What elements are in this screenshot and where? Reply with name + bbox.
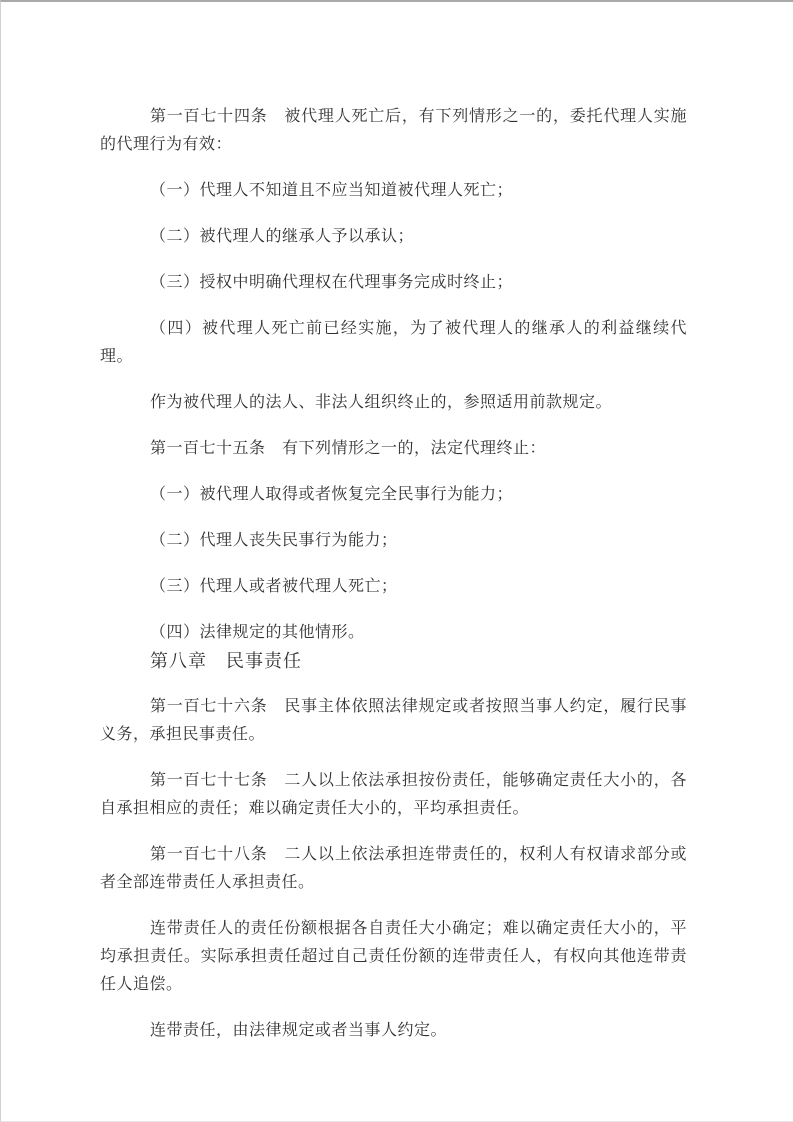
chapter-heading: 第八章 民事责任 [150, 651, 302, 671]
document-text-block [1, 2, 793, 1045]
paragraph-item: （二）代理人丧失民事行为能力； [150, 532, 398, 549]
paragraph-article: 第一百七十四条 被代理人死亡后，有下列情形之一的，委托代理人实施的代理行为有效： [100, 108, 687, 153]
paragraph-item: （一）被代理人取得或者恢复完全民事行为能力； [150, 486, 514, 503]
paragraph-item: （四）法律规定的其他情形。 [150, 624, 365, 641]
paragraph-item: （一）代理人不知道且不应当知道被代理人死亡； [150, 182, 514, 199]
paragraph-article: 第一百七十五条 有下列情形之一的，法定代理终止： [150, 440, 547, 457]
paragraph-article: 第一百七十七条 二人以上依法承担按份责任，能够确定责任大小的，各自承担相应的责任；难以确定责任大小的，平均承担责任。 [100, 772, 687, 817]
paragraph-item: （三）授权中明确代理权在代理事务完成时终止； [150, 274, 514, 291]
paragraph-clause: 连带责任人的责任份额根据各自责任大小确定；难以确定责任大小的，平均承担责任。实际承担责任超过自己责任份额的连带责任人，有权向其他连带责任人追偿。 [100, 920, 687, 993]
paragraph-item: （四）被代理人死亡前已经实施，为了被代理人的继承人的利益继续代理。 [100, 320, 687, 365]
paragraph-article: 第一百七十六条 民事主体依照法律规定或者按照当事人约定，履行民事义务，承担民事责任。 [100, 698, 687, 743]
paragraph-item: （三）代理人或者被代理人死亡； [150, 578, 398, 595]
paragraph-article: 第一百七十八条 二人以上依法承担连带责任的，权利人有权请求部分或者全部连带责任人承担责任。 [100, 846, 687, 891]
paragraph-clause: 连带责任，由法律规定或者当事人约定。 [150, 1022, 448, 1039]
paragraph-clause: 作为被代理人的法人、非法人组织终止的，参照适用前款规定。 [150, 394, 613, 411]
paragraph-item: （二）被代理人的继承人予以承认； [150, 228, 415, 245]
